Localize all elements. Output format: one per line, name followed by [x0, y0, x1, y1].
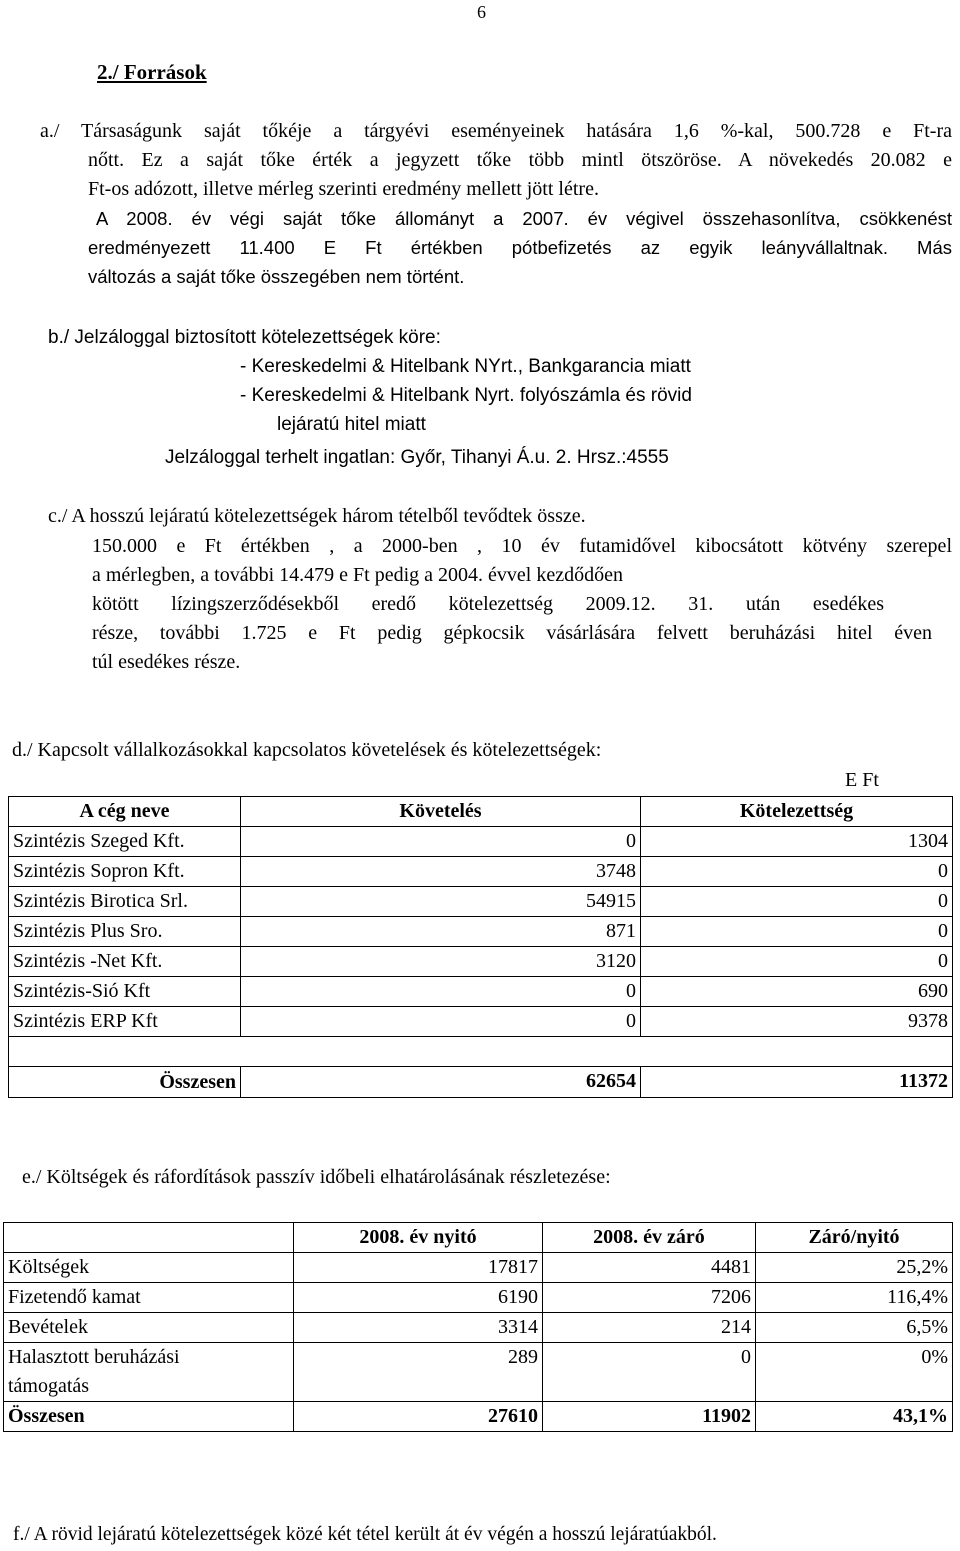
- header-liability: Kötelezettség: [641, 797, 953, 827]
- opening-value: 17817: [294, 1253, 543, 1283]
- item-name-cont: támogatás: [8, 1375, 90, 1397]
- section-b-title: b./ Jelzáloggal biztosított kötelezettségek köre:: [48, 327, 441, 348]
- table-row: [4, 1343, 953, 1402]
- table-row-empty: [9, 1037, 953, 1067]
- item-name: Bevételek: [4, 1313, 294, 1343]
- table-row: [4, 1313, 953, 1343]
- table-row: [9, 827, 953, 857]
- receivable-value: 0: [241, 977, 641, 1007]
- section-heading: 2./ Források: [97, 60, 207, 84]
- receivable-value: 871: [241, 917, 641, 947]
- liability-value: 0: [641, 947, 953, 977]
- receivable-value: 0: [241, 1007, 641, 1037]
- company-name: Szintézis -Net Kft.: [9, 947, 241, 977]
- header-company: A cég neve: [9, 797, 241, 827]
- company-name: Szintézis ERP Kft: [9, 1007, 241, 1037]
- section-b-item-1: - Kereskedelmi & Hitelbank NYrt., Bankgarancia miatt: [240, 356, 691, 377]
- header-empty: [4, 1223, 294, 1253]
- section-c-line-2: 150.000 e Ft értékben , a 2000-ben , 10 év futamidővel kibocsátott kötvény szerepel: [92, 535, 952, 557]
- section-a-line-1: a./ Társaságunk saját tőkéje a tárgyévi eseményeinek hatására 1,6 %-kal, 500.728 e Ft-ra: [40, 120, 952, 142]
- section-b-collateral: Jelzáloggal terhelt ingatlan: Győr, Tihanyi Á.u. 2. Hrsz.:4555: [165, 447, 669, 468]
- item-name-multiline: [4, 1343, 294, 1402]
- receivable-value: 3120: [241, 947, 641, 977]
- total-receivable: 62654: [241, 1067, 641, 1098]
- ratio-value: 0%: [756, 1343, 953, 1402]
- receivable-value: 54915: [241, 887, 641, 917]
- item-name: Költségek: [4, 1253, 294, 1283]
- section-a-line-3: Ft-os adózott, illetve mérleg szerinti eredmény mellett jött létre.: [88, 178, 599, 200]
- section-a: [40, 117, 952, 291]
- related-companies-table: [8, 796, 953, 1098]
- table-row: [9, 887, 953, 917]
- liability-value: 9378: [641, 1007, 953, 1037]
- item-name: Fizetendő kamat: [4, 1283, 294, 1313]
- opening-value: 289: [294, 1343, 543, 1402]
- section-c-line-4: kötött lízingszerződésekből eredő kötelezettség 2009.12. 31. után esedékes: [92, 593, 884, 615]
- table-row: [9, 947, 953, 977]
- opening-value: 6190: [294, 1283, 543, 1313]
- total-closing: 11902: [543, 1402, 756, 1432]
- ratio-value: 25,2%: [756, 1253, 953, 1283]
- section-d-title: d./ Kapcsolt vállalkozásokkal kapcsolatos követelések és kötelezettségek:: [12, 739, 602, 761]
- section-d-unit: E Ft: [845, 769, 879, 791]
- section-a-line-5: eredményezett 11.400 E Ft értékben pótbefizetés az egyik leányvállaltnak.: [88, 237, 888, 258]
- company-name: Szintézis Sopron Kft.: [9, 857, 241, 887]
- closing-value: 7206: [543, 1283, 756, 1313]
- company-name: Szintézis-Sió Kft: [9, 977, 241, 1007]
- table-row: [9, 857, 953, 887]
- total-liability: 11372: [641, 1067, 953, 1098]
- table-row: [9, 977, 953, 1007]
- header-closing: 2008. év záró: [543, 1223, 756, 1253]
- company-name: Szintézis Plus Sro.: [9, 917, 241, 947]
- liability-value: 1304: [641, 827, 953, 857]
- header-receivable: Követelés: [241, 797, 641, 827]
- receivable-value: 3748: [241, 857, 641, 887]
- accruals-table: [3, 1222, 953, 1432]
- header-opening: 2008. év nyitó: [294, 1223, 543, 1253]
- section-a-line-6: változás a saját tőke összegében nem történt.: [88, 266, 465, 287]
- section-c-line-5: része, további 1.725 e Ft pedig gépkocsik vásárlására felvett beruházási hitel éven: [92, 622, 932, 644]
- table-header-row: [4, 1223, 953, 1253]
- section-a-line-2: nőtt. Ez a saját tőke érték a jegyzett tőke több mintl ötszöröse. A növekedés 20.082 e: [88, 149, 952, 171]
- item-name: Halasztott beruházási: [8, 1346, 180, 1368]
- section-f-text: f./ A rövid lejáratú kötelezettségek közé két tétel került át év végén a hosszú lejáratúakból.: [13, 1524, 717, 1545]
- section-a-line-5-end: Más: [917, 237, 952, 258]
- page-number: 6: [477, 2, 486, 22]
- closing-value: 4481: [543, 1253, 756, 1283]
- company-name: Szintézis Szeged Kft.: [9, 827, 241, 857]
- section-b-item-2-cont: lejáratú hitel miatt: [277, 414, 426, 435]
- table-header-row: [9, 797, 953, 827]
- liability-value: 0: [641, 857, 953, 887]
- liability-value: 0: [641, 917, 953, 947]
- total-ratio: 43,1%: [756, 1402, 953, 1432]
- section-a-line-4: A 2008. év végi saját tőke állományt a 2007. év végivel összehasonlítva, csökkenést: [96, 208, 952, 229]
- section-b-item-2: - Kereskedelmi & Hitelbank Nyrt. folyószámla és rövid: [240, 385, 692, 406]
- section-e-title: e./ Költségek és ráfordítások passzív időbeli elhatárolásának részletezése:: [22, 1166, 611, 1188]
- closing-value: 0: [543, 1343, 756, 1402]
- table-row: [4, 1283, 953, 1313]
- total-opening: 27610: [294, 1402, 543, 1432]
- receivable-value: 0: [241, 827, 641, 857]
- table-total-row: [4, 1402, 953, 1432]
- liability-value: 0: [641, 887, 953, 917]
- liability-value: 690: [641, 977, 953, 1007]
- section-c-line-6: túl esedékes része.: [92, 651, 241, 673]
- closing-value: 214: [543, 1313, 756, 1343]
- table-row: [4, 1253, 953, 1283]
- company-name: Szintézis Birotica Srl.: [9, 887, 241, 917]
- table-row: [9, 917, 953, 947]
- opening-value: 3314: [294, 1313, 543, 1343]
- section-c-line-3: a mérlegben, a további 14.479 e Ft pedig a 2004. évvel kezdődően: [92, 564, 623, 586]
- total-label: Összesen: [9, 1067, 241, 1098]
- ratio-value: 116,4%: [756, 1283, 953, 1313]
- ratio-value: 6,5%: [756, 1313, 953, 1343]
- table-total-row: [9, 1067, 953, 1098]
- table-row: [9, 1007, 953, 1037]
- section-c-line-1: c./ A hosszú lejáratú kötelezettségek három tételből tevődtek össze.: [48, 505, 586, 527]
- header-ratio: Záró/nyitó: [756, 1223, 953, 1253]
- total-label: Összesen: [4, 1402, 294, 1432]
